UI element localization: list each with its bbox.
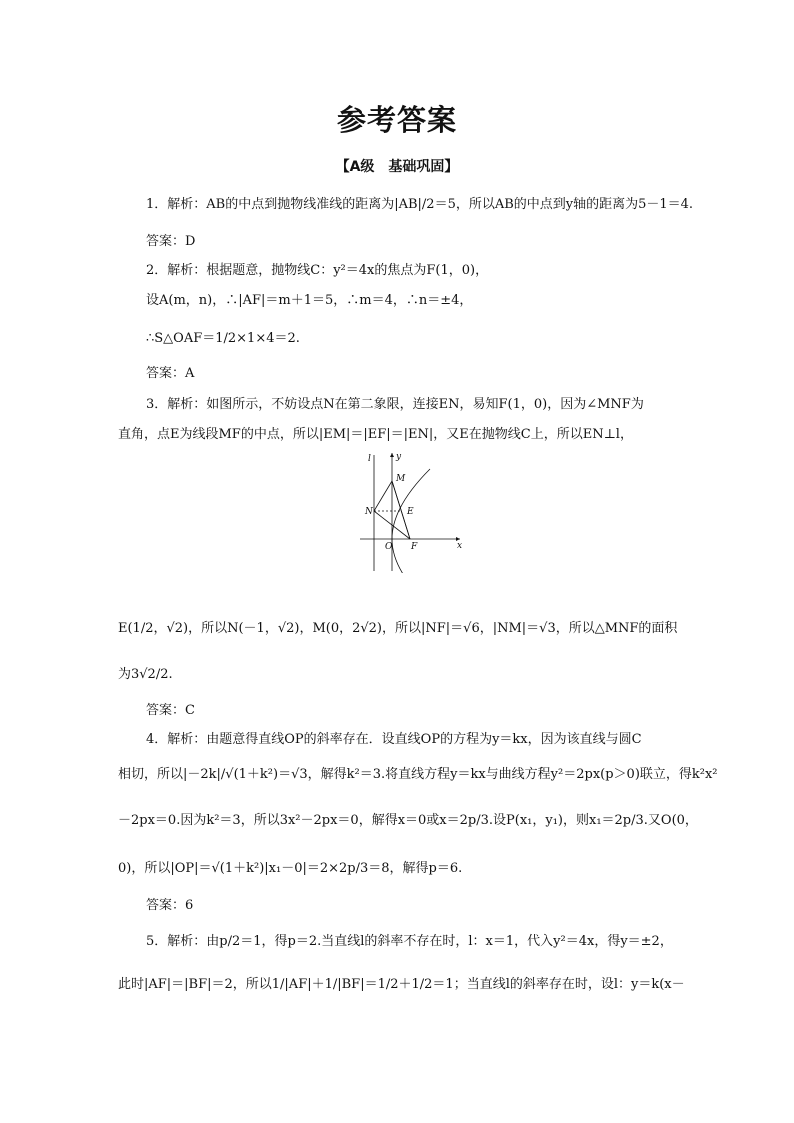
q2-line-2: 设A(m，n)，∴|AF|＝m＋1＝5，∴m＝4，∴n＝±4，: [146, 293, 473, 308]
q4-answer: 答案：6: [146, 898, 194, 913]
label-F: F: [411, 542, 418, 552]
label-M: M: [396, 474, 406, 484]
label-N: N: [365, 507, 373, 517]
q2-line-3: ∴S△OAF＝1/2×1×4＝2.: [146, 331, 300, 346]
label-y: y: [396, 452, 402, 462]
q4-line-2: 相切，所以|－2k|/√(1＋k²)＝√3，解得k²＝3.将直线方程y＝kx与曲线方程y²＝2px(p＞0)联立，得k²x²: [118, 767, 718, 782]
section-heading: 【A级 基础巩固】: [335, 159, 459, 175]
parabola-figure: [356, 447, 464, 573]
q4-line-3: －2px＝0.因为k²＝3，所以3x²－2px＝0，解得x＝0或x＝2p/3.设P(x₁，y₁)，则x₁＝2p/3.又O(0，: [118, 813, 698, 828]
q3-line-1: 3．解析：如图所示，不妨设点N在第二象限，连接EN，易知F(1，0)，因为∠MNF为: [146, 397, 644, 412]
q5-line-1: 5．解析：由p/2＝1，得p＝2.当直线l的斜率不存在时，l：x＝1，代入y²＝4x，得y＝±2，: [146, 934, 673, 949]
q3-line-3: E(1/2，√2)，所以N(－1，√2)，M(0，2√2)，所以|NF|＝√6，|NM|＝√3，所以△MNF的面积: [118, 621, 678, 636]
q5-line-2: 此时|AF|＝|BF|＝2，所以1/|AF|＋1/|BF|＝1/2＋1/2＝1；当直线l的斜率存在时，设l：y＝k(x－: [118, 977, 685, 992]
label-l: l: [368, 454, 371, 464]
q2-line-1: 2．解析：根据题意，抛物线C：y²＝4x的焦点为F(1，0)，: [146, 263, 489, 278]
q4-line-1: 4．解析：由题意得直线OP的斜率存在．设直线OP的方程为y＝kx，因为该直线与圆C: [146, 732, 642, 747]
q1-line-1: 1．解析：AB的中点到抛物线准线的距离为|AB|/2＝5，所以AB的中点到y轴的距离为5－1＝4.: [146, 197, 694, 212]
q3-line-4: 为3√2/2.: [118, 667, 173, 682]
segment-MN: [374, 481, 392, 511]
label-E: E: [407, 507, 414, 517]
q2-answer: 答案：A: [146, 366, 195, 381]
page-title: 参考答案: [336, 103, 457, 137]
y-axis-arrow: [390, 453, 394, 457]
label-x: x: [457, 541, 463, 551]
q3-answer: 答案：C: [146, 703, 195, 718]
parabola-curve: [392, 469, 430, 573]
q4-line-4: 0)，所以|OP|＝√(1＋k²)|x₁－0|＝2×2p/3＝8，解得p＝6.: [118, 861, 463, 876]
q1-answer: 答案：D: [146, 234, 196, 249]
q3-line-2: 直角，点E为线段MF的中点，所以|EM|＝|EF|＝|EN|，又E在抛物线C上，所以EN⊥l，: [118, 427, 633, 442]
label-O: O: [385, 542, 393, 552]
